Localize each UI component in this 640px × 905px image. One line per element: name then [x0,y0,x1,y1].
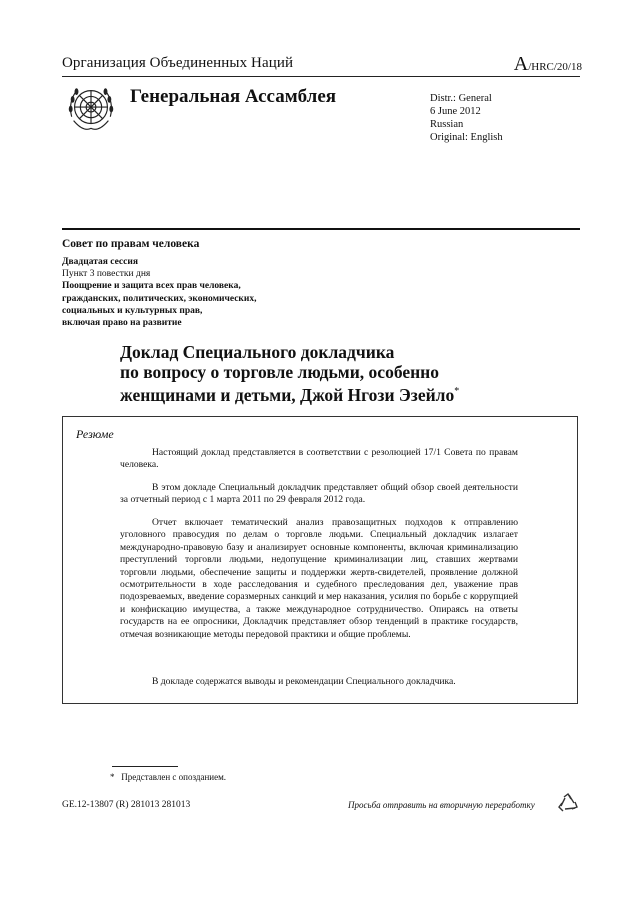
summary-paragraph: Отчет включает тематический анализ правозащитных подходов к отправлению уголовного правосудия по делам о торговле людьми. Специальный докладчик излагает международно-правовую базу и анализирует основные компоненты, включая криминализацию преступлений торговли людьми, недопущение криминализации лиц, ставших жертвами торговли людьми, обеспечение защиты и поддержки жертв-свидетелей, проявление должной осмотрительности в ходе расследования и судебного преследования дел, уважение прав подозреваемых, введение соразмерных санкций и мер наказания, усилия по борьбе с коррупцией и конфискацию имущества, а также международное сотрудничество. Опираясь на ответы государств на ее опросники, Докладчик представляет обзор тенденций в практике государств, отмечая возникающие методы передовой практики и общие проблемы. [120,517,518,640]
symbol-letter: A [513,53,529,75]
agenda-title-line: Поощрение и защита всех прав человека, [62,281,241,292]
document-symbol [514,53,582,76]
report-title [120,342,459,405]
summary-paragraph: В докладе содержатся выводы и рекомендации Специального докладчика. [152,676,456,687]
un-emblem-icon [62,80,120,138]
footnote-marker: * [110,772,115,782]
summary-paragraph: Настоящий доклад представляется в соответствии с резолюцией 17/1 Совета по правам человека. [120,447,518,471]
organization-name: Организация Объединенных Наций [62,55,294,71]
distribution-block [430,92,503,144]
assembly-title: Генеральная Ассамблея [130,86,337,107]
agenda-title-line: социальных и культурных прав, [62,305,203,316]
document-number: GE.12-13807 (R) 281013 281013 [62,800,191,810]
agenda-item: Пункт 3 повестки дня [62,269,151,280]
masthead-rule [62,228,580,230]
report-title-line: женщинами и детьми, Джой Нгози Эзейло [120,384,455,405]
header-rule [62,76,580,77]
document-language: Russian [430,119,464,130]
recycle-icon [556,792,580,816]
footnote-text: Представлен с опозданием. [121,772,227,782]
symbol-code: /HRC/20/18 [528,61,582,73]
session-block [62,256,257,329]
agenda-title-line: гражданских, политических, экономических, [62,293,257,304]
summary-paragraph: В этом докладе Специальный докладчик представляет общий обзор своей деятельности за отчетный период с 1 марта 2011 по 29 февраля 2012 года. [120,482,518,506]
summary-label: Резюме [76,427,114,441]
distribution-type: Distr.: General [430,93,492,104]
original-language: Original: English [430,132,503,143]
footnote-rule [112,766,178,767]
footnote [110,772,226,782]
report-title-line: Доклад Специального докладчика [120,342,395,362]
title-footnote-marker: * [454,386,460,397]
council-name: Совет по правам человека [62,238,200,250]
recycle-note: Просьба отправить на вторичную переработку [348,800,535,810]
agenda-title-line: включая право на развитие [62,318,182,329]
session-name: Двадцатая сессия [62,257,138,267]
document-date: 6 June 2012 [430,106,481,117]
report-title-line: по вопросу о торговле людьми, особенно [120,362,440,382]
